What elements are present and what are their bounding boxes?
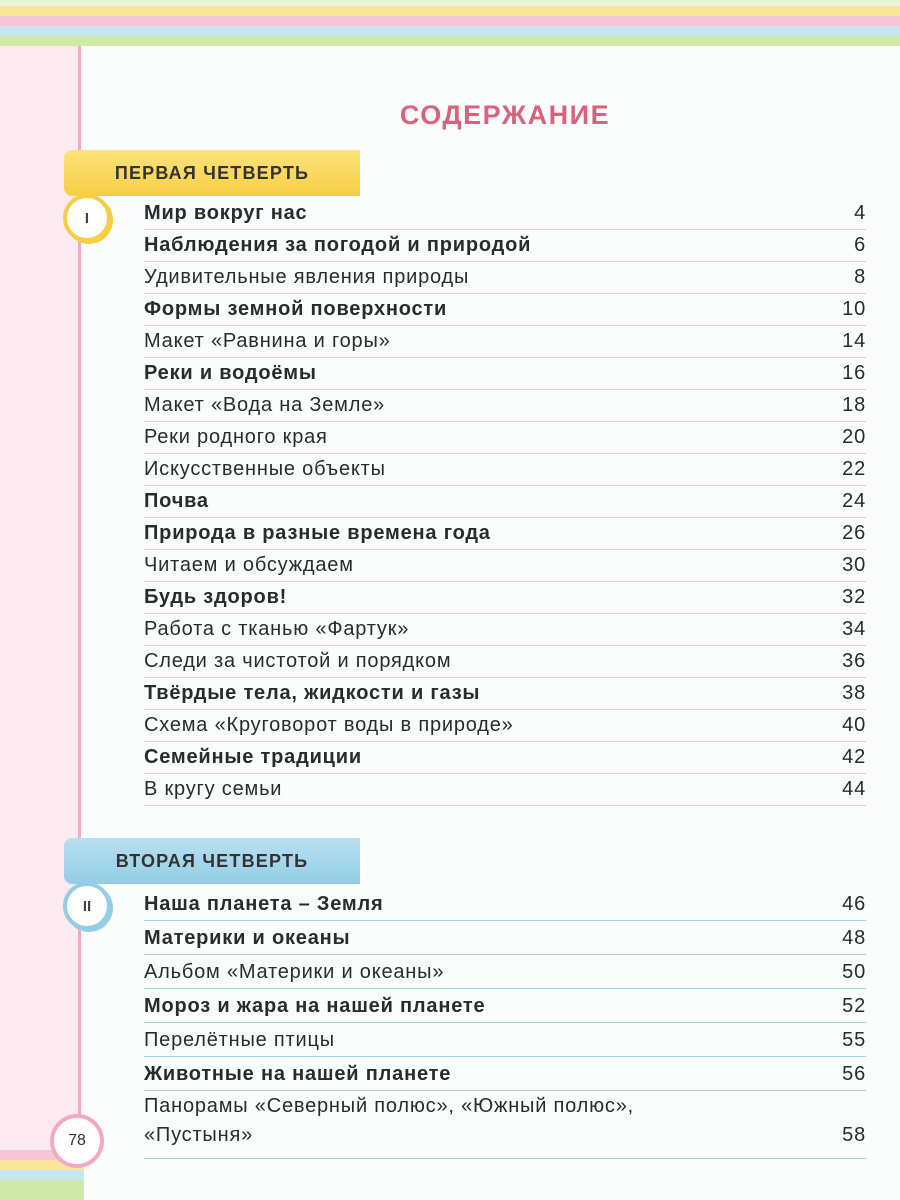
toc-entry-page: 46 <box>842 893 866 915</box>
toc-entry-title: Мир вокруг нас <box>144 202 308 224</box>
toc-entry-title: Животные на нашей планете <box>144 1063 452 1085</box>
toc-entry-title: Перелётные птицы <box>144 1029 335 1051</box>
toc-entry-page: 50 <box>842 961 866 983</box>
toc-entry-title: Панорамы «Северный полюс», «Южный полюс», <box>144 1095 635 1117</box>
toc-entry-page: 42 <box>842 746 866 768</box>
toc-entry[interactable] <box>144 230 866 262</box>
toc-entry[interactable] <box>144 774 866 806</box>
toc-entry-page: 24 <box>842 490 866 512</box>
top-stripe <box>0 16 900 26</box>
toc-entry[interactable] <box>144 518 866 550</box>
toc-entry[interactable] <box>144 294 866 326</box>
toc-entry-title: Схема «Круговорот воды в природе» <box>144 714 514 736</box>
toc-entry[interactable] <box>144 955 866 989</box>
toc-entry-title: Макет «Равнина и горы» <box>144 330 391 352</box>
toc-entry-title: Реки родного края <box>144 426 328 448</box>
toc-entry[interactable] <box>144 454 866 486</box>
toc-entry-page: 8 <box>854 266 866 288</box>
toc-entry-page: 36 <box>842 650 866 672</box>
bottom-stripe <box>0 1180 84 1200</box>
toc-entry-title: Макет «Вода на Земле» <box>144 394 386 416</box>
toc-entry-title: В кругу семьи <box>144 778 283 800</box>
toc-entry-title: Следи за чистотой и порядком <box>144 650 452 672</box>
toc-entry-page: 56 <box>842 1063 866 1085</box>
section-badge: I <box>63 194 111 242</box>
toc-entry-page: 38 <box>842 682 866 704</box>
top-stripe <box>0 6 900 16</box>
toc-entry[interactable] <box>144 422 866 454</box>
toc-entry-page: 52 <box>842 995 866 1017</box>
toc-entry-page: 34 <box>842 618 866 640</box>
toc-entry[interactable] <box>144 614 866 646</box>
toc-entry-title: Читаем и обсуждаем <box>144 554 354 576</box>
toc-entry[interactable] <box>144 989 866 1023</box>
toc-entry[interactable] <box>144 678 866 710</box>
toc-entry[interactable] <box>144 921 866 955</box>
toc-entry-page: 30 <box>842 554 866 576</box>
toc-entry-title: Будь здоров! <box>144 586 288 608</box>
toc-entry-title: Мороз и жара на нашей планете <box>144 995 486 1017</box>
toc-entry[interactable] <box>144 1057 866 1091</box>
toc-list <box>144 198 866 806</box>
toc-entry[interactable] <box>144 887 866 921</box>
toc-entry[interactable] <box>144 358 866 390</box>
page-title: СОДЕРЖАНИЕ <box>399 100 611 130</box>
toc-entry-title: Реки и водоёмы <box>144 362 317 384</box>
toc-entry-page: 40 <box>842 714 866 736</box>
toc-entry-page: 16 <box>842 362 866 384</box>
toc-entry-title: Альбом «Материки и океаны» <box>144 961 445 983</box>
toc-entry-title-continued: «Пустыня» <box>144 1124 254 1146</box>
toc-entry-title: Наблюдения за погодой и природой <box>144 234 532 256</box>
toc-entry[interactable] <box>144 1023 866 1057</box>
toc-entry-title: Природа в разные времена года <box>144 522 491 544</box>
toc-entry-page: 26 <box>842 522 866 544</box>
toc-entry-title: Удивительные явления природы <box>144 266 470 288</box>
toc-entry-page: 44 <box>842 778 866 800</box>
toc-entry-title: Семейные традиции <box>144 746 362 768</box>
toc-entry[interactable] <box>144 198 866 230</box>
toc-entry[interactable] <box>144 582 866 614</box>
top-stripe <box>0 36 900 46</box>
page-number: 78 <box>50 1114 104 1168</box>
bottom-stripe <box>0 1170 84 1180</box>
toc-entry-title: Формы земной поверхности <box>144 298 448 320</box>
section-badge: II <box>63 882 111 930</box>
toc-entry[interactable] <box>144 390 866 422</box>
toc-entry-title: Материки и океаны <box>144 927 351 949</box>
toc-entry-title: Наша планета – Земля <box>144 893 384 915</box>
top-stripe <box>0 26 900 36</box>
toc-entry[interactable] <box>144 710 866 742</box>
toc-entry-page: 6 <box>854 234 866 256</box>
toc-entry-page: 20 <box>842 426 866 448</box>
toc-entry-page: 55 <box>842 1029 866 1051</box>
toc-list <box>144 887 866 1159</box>
toc-entry-page: 22 <box>842 458 866 480</box>
toc-entry-title: Искусственные объекты <box>144 458 386 480</box>
toc-entry[interactable] <box>144 550 866 582</box>
toc-entry-title: Почва <box>144 490 209 512</box>
toc-entry[interactable] <box>144 486 866 518</box>
toc-entry-page: 58 <box>842 1124 866 1146</box>
toc-entry-page: 10 <box>842 298 866 320</box>
toc-entry[interactable] <box>144 262 866 294</box>
toc-entry-page: 32 <box>842 586 866 608</box>
toc-entry[interactable] <box>144 1091 866 1159</box>
toc-entry[interactable] <box>144 326 866 358</box>
toc-entry[interactable] <box>144 646 866 678</box>
section-banner-second-quarter: ВТОРАЯ ЧЕТВЕРТЬ <box>64 838 360 884</box>
toc-entry-page: 4 <box>854 202 866 224</box>
section-banner-first-quarter: ПЕРВАЯ ЧЕТВЕРТЬ <box>64 150 360 196</box>
toc-entry-title: Твёрдые тела, жидкости и газы <box>144 682 481 704</box>
toc-entry-page: 48 <box>842 927 866 949</box>
toc-entry-title: Работа с тканью «Фартук» <box>144 618 410 640</box>
toc-entry[interactable] <box>144 742 866 774</box>
toc-entry-page: 14 <box>842 330 866 352</box>
toc-entry-page: 18 <box>842 394 866 416</box>
